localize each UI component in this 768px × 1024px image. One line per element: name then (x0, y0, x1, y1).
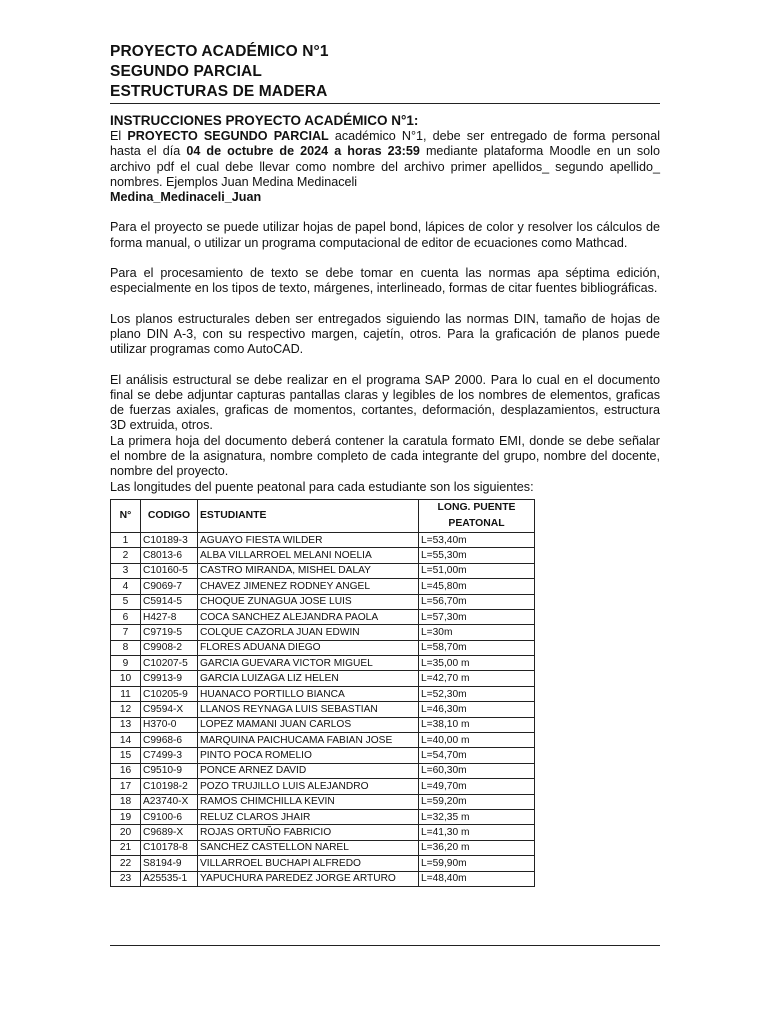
table-row (111, 671, 535, 686)
cell-number: 21 (111, 840, 141, 855)
cell-student: POZO TRUJILLO LUIS ALEJANDRO (198, 779, 419, 794)
cell-code: C8013-6 (141, 548, 198, 563)
cell-number: 4 (111, 579, 141, 594)
cell-student: PONCE ARNEZ DAVID (198, 763, 419, 778)
cell-student: FLORES ADUANA DIEGO (198, 640, 419, 655)
cell-length: L=41,30 m (419, 825, 535, 840)
cell-code: C10198-2 (141, 779, 198, 794)
cell-code: A25535-1 (141, 871, 198, 886)
cell-student: COCA SANCHEZ ALEJANDRA PAOLA (198, 609, 419, 624)
cell-student: HUANACO PORTILLO BIANCA (198, 686, 419, 701)
table-row (111, 702, 535, 717)
delivery-project-name: PROYECTO SEGUNDO PARCIAL (127, 129, 329, 143)
cell-student: ALBA VILLARROEL MELANI NOELIA (198, 548, 419, 563)
cell-student: COLQUE CAZORLA JUAN EDWIN (198, 625, 419, 640)
instructions-paragraph-cover: La primera hoja del documento deberá contener la caratula formato EMI, donde se debe señalar el nombre de la asignatura, nombre completo de cada integrante del grupo, nombre del docente, nombre del proyecto. (110, 433, 660, 479)
cell-student: PINTO POCA ROMELIO (198, 748, 419, 763)
instructions-paragraph-plans: Los planos estructurales deben ser entregados siguiendo las normas DIN, tamaño de hojas de plano DIN A-3, con su respectivo margen, cajetín, otros. Para la graficación de planos puede utilizar programas como AutoCAD. (110, 311, 660, 357)
table-row (111, 625, 535, 640)
header-number: N° (111, 499, 141, 532)
cell-number: 2 (111, 548, 141, 563)
cell-length: L=40,00 m (419, 733, 535, 748)
cell-code: C9908-2 (141, 640, 198, 655)
table-row (111, 532, 535, 547)
cell-code: C10178-8 (141, 840, 198, 855)
table-row (111, 840, 535, 855)
cell-code: C9100-6 (141, 809, 198, 824)
cell-number: 22 (111, 856, 141, 871)
table-header-row (111, 499, 535, 532)
title-line-partial: SEGUNDO PARCIAL (110, 63, 262, 80)
delivery-text-a: El (110, 129, 128, 143)
cell-number: 17 (111, 779, 141, 794)
cell-code: C9719-5 (141, 625, 198, 640)
table-row (111, 579, 535, 594)
cell-length: L=38,10 m (419, 717, 535, 732)
table-row (111, 609, 535, 624)
cell-number: 20 (111, 825, 141, 840)
cell-number: 14 (111, 733, 141, 748)
lengths-table (110, 499, 535, 887)
cell-code: C9594-X (141, 702, 198, 717)
cell-length: L=55,30m (419, 548, 535, 563)
table-row (111, 563, 535, 578)
cell-student: RAMOS CHIMCHILLA KEVIN (198, 794, 419, 809)
cell-number: 5 (111, 594, 141, 609)
cell-length: L=54,70m (419, 748, 535, 763)
cell-student: MARQUINA PAICHUCAMA FABIAN JOSE (198, 733, 419, 748)
instructions-paragraph-materials: Para el proyecto se puede utilizar hojas de papel bond, lápices de color y resolver los cálculos de forma manual, o utilizar un programa computacional de editor de ecuaciones como Mathcad. (110, 220, 660, 250)
cell-length: L=57,30m (419, 609, 535, 624)
cell-number: 15 (111, 748, 141, 763)
header-student: ESTUDIANTE (198, 499, 419, 532)
table-row (111, 594, 535, 609)
cell-student: SANCHEZ CASTELLON NAREL (198, 840, 419, 855)
footer-divider (110, 945, 660, 946)
instructions-paragraph-lengths: Las longitudes del puente peatonal para cada estudiante son los siguientes: (110, 479, 534, 494)
cell-length: L=59,20m (419, 794, 535, 809)
cell-number: 6 (111, 609, 141, 624)
cell-student: LLANOS REYNAGA LUIS SEBASTIAN (198, 702, 419, 717)
table-row (111, 856, 535, 871)
cell-student: AGUAYO FIESTA WILDER (198, 532, 419, 547)
header-length-line2: PEATONAL (448, 517, 505, 529)
document-page (110, 0, 660, 887)
table-row (111, 871, 535, 886)
cell-length: L=59,90m (419, 856, 535, 871)
cell-student: CHAVEZ JIMENEZ RODNEY ANGEL (198, 579, 419, 594)
cell-length: L=56,70m (419, 594, 535, 609)
cell-student: RELUZ CLAROS JHAIR (198, 809, 419, 824)
cell-number: 1 (111, 532, 141, 547)
instructions-paragraph-sap: El análisis estructural se debe realizar en el programa SAP 2000. Para lo cual en el documento final se debe adjuntar capturas pantallas claras y legibles de los nombres de elementos, graficas de fuerzas axiales, graficas de momentos, cortantes, deformación, desplazamientos, estructura 3D extruida, otros. (110, 372, 660, 433)
table-row (111, 686, 535, 701)
cell-length: L=48,40m (419, 871, 535, 886)
table-row (111, 763, 535, 778)
cell-length: L=35,00 m (419, 656, 535, 671)
cell-number: 23 (111, 871, 141, 886)
cell-number: 3 (111, 563, 141, 578)
cell-student: YAPUCHURA PAREDEZ JORGE ARTURO (198, 871, 419, 886)
instructions-paragraph-delivery (110, 129, 660, 205)
cell-code: C7499-3 (141, 748, 198, 763)
filename-example: Medina_Medinaceli_Juan (110, 190, 262, 205)
table-row (111, 825, 535, 840)
delivery-deadline: 04 de octubre de 2024 a horas 23:59 (186, 144, 420, 159)
cell-number: 7 (111, 625, 141, 640)
cell-length: L=58,70m (419, 640, 535, 655)
table-body (111, 532, 535, 886)
title-line-project: PROYECTO ACADÉMICO N°1 (110, 43, 329, 60)
cell-code: H427-8 (141, 609, 198, 624)
cell-code: C10189-3 (141, 532, 198, 547)
cell-student: GARCIA LUIZAGA LIZ HELEN (198, 671, 419, 686)
table-row (111, 748, 535, 763)
cell-student: LOPEZ MAMANI JUAN CARLOS (198, 717, 419, 732)
cell-length: L=42,70 m (419, 671, 535, 686)
cell-number: 12 (111, 702, 141, 717)
cell-code: C10207-5 (141, 656, 198, 671)
cell-code: C9069-7 (141, 579, 198, 594)
table-row (111, 640, 535, 655)
instructions-heading: INSTRUCCIONES PROYECTO ACADÉMICO N°1: (110, 113, 419, 128)
cell-code: C9510-9 (141, 763, 198, 778)
cell-number: 13 (111, 717, 141, 732)
document-title (110, 42, 660, 102)
cell-length: L=52,30m (419, 686, 535, 701)
table-row (111, 733, 535, 748)
cell-code: C10205-9 (141, 686, 198, 701)
cell-length: L=36,20 m (419, 840, 535, 855)
cell-number: 8 (111, 640, 141, 655)
cell-student: CASTRO MIRANDA, MISHEL DALAY (198, 563, 419, 578)
cell-code: A23740-X (141, 794, 198, 809)
table-row (111, 656, 535, 671)
cell-length: L=53,40m (419, 532, 535, 547)
cell-number: 10 (111, 671, 141, 686)
cell-length: L=45,80m (419, 579, 535, 594)
cell-student: CHOQUE ZUNAGUA JOSE LUIS (198, 594, 419, 609)
cell-student: GARCIA GUEVARA VICTOR MIGUEL (198, 656, 419, 671)
cell-number: 11 (111, 686, 141, 701)
table-row (111, 779, 535, 794)
delivery-text-c: académico N°1, debe ser entregado de forma personal hasta el día (110, 129, 660, 159)
table-row (111, 717, 535, 732)
cell-number: 16 (111, 763, 141, 778)
cell-length: L=51,00m (419, 563, 535, 578)
cell-number: 19 (111, 809, 141, 824)
cell-number: 18 (111, 794, 141, 809)
cell-code: C5914-5 (141, 594, 198, 609)
cell-length: L=60,30m (419, 763, 535, 778)
cell-student: ROJAS ORTUÑO FABRICIO (198, 825, 419, 840)
header-length (419, 499, 535, 532)
cell-length: L=49,70m (419, 779, 535, 794)
cell-length: L=30m (419, 625, 535, 640)
table-row (111, 548, 535, 563)
title-line-subject: ESTRUCTURAS DE MADERA (110, 83, 328, 100)
cell-code: C9689-X (141, 825, 198, 840)
cell-code: C10160-5 (141, 563, 198, 578)
table-row (111, 809, 535, 824)
cell-code: H370-0 (141, 717, 198, 732)
header-code: CODIGO (141, 499, 198, 532)
instructions-paragraph-apa: Para el procesamiento de texto se debe tomar en cuenta las normas apa séptima edición, especialmente en los tipos de texto, márgenes, interlineado, formas de citar fuentes bibliográficas. (110, 266, 660, 296)
cell-code: S8194-9 (141, 856, 198, 871)
cell-code: C9913-9 (141, 671, 198, 686)
delivery-text-e: mediante plataforma Moodle en un solo archivo pdf el cual debe llevar como nombre del archivo primer apellidos_ segundo apellido_ nombres. Ejemplos Juan Medina Medinaceli (110, 144, 660, 189)
header-length-line1: LONG. PUENTE (437, 501, 516, 513)
cell-number: 9 (111, 656, 141, 671)
cell-length: L=32,35 m (419, 809, 535, 824)
title-divider (110, 103, 660, 104)
table-row (111, 794, 535, 809)
cell-student: VILLARROEL BUCHAPI ALFREDO (198, 856, 419, 871)
cell-length: L=46,30m (419, 702, 535, 717)
cell-code: C9968-6 (141, 733, 198, 748)
